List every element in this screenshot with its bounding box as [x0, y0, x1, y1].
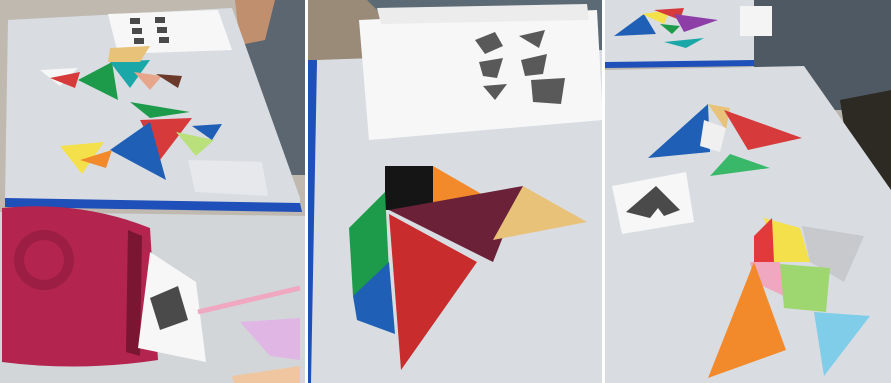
gutter-right	[602, 0, 605, 383]
gutter-left	[305, 0, 308, 383]
photo-left	[0, 0, 307, 383]
photo-middle-scene	[307, 0, 604, 383]
photo-right-scene	[604, 0, 891, 383]
tan-black-square	[385, 166, 433, 210]
photo-right	[604, 0, 891, 383]
paper-sheet	[359, 10, 603, 140]
photo-left-scene	[0, 0, 307, 383]
plastic-bag	[188, 160, 268, 196]
tan-light-green	[780, 264, 830, 312]
photo-middle	[307, 0, 604, 383]
